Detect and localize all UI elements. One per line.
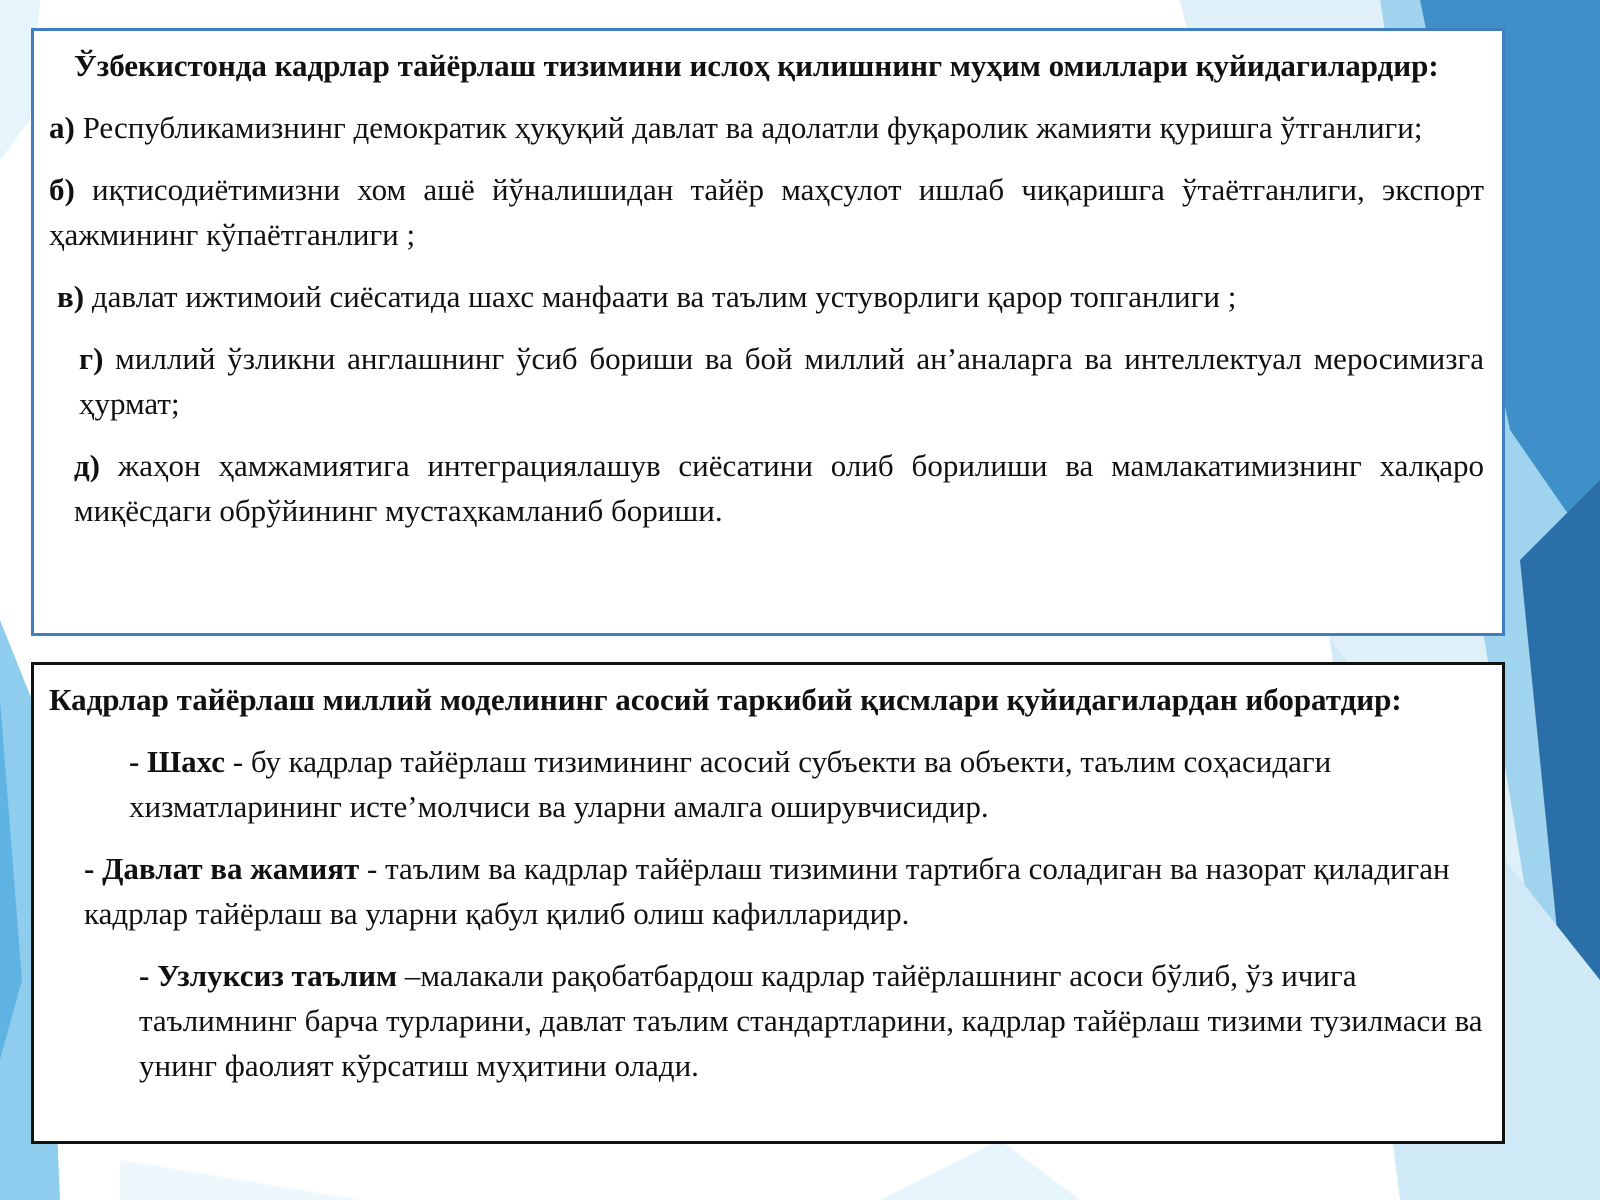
component-item-person: - Шахс - бу кадрлар тайёрлаш тизимининг асосий субъекти ва объекти, таълим соҳасидаги хизматларининг исте’молчиси ва уларни амалга оширувчисидир. [129, 744, 1332, 824]
reform-factors-box [31, 28, 1505, 636]
component-item-state-society: - Давлат ва жамият - таълим ва кадрлар тайёрлаш тизимини тартибга соладиган ва назорат қиладиган кадрлар тайёрлаш ва уларни қабул қилиб олиш кафилларидир. [84, 851, 1450, 931]
model-components-box [31, 662, 1505, 1144]
factors-heading: Ўзбекистонда кадрлар тайёрлаш тизимини ислоҳ қилишнинг муҳим омиллари қуйидагилардир: [74, 48, 1439, 83]
factor-item-b: б) иқтисодиётимизни хом ашё йўналишидан тайёр маҳсулот ишлаб чиқаришга ўтаётганлиги, экспорт ҳажмининг кўпаётганлиги ; [49, 172, 1484, 252]
factor-item-d: д) жаҳон ҳамжамиятига интеграциялашув сиёсатини олиб борилиши ва мамлакатимизнинг халқаро миқёсдаги обрўйининг мустаҳкамланиб бориши. [74, 448, 1484, 528]
factor-item-g: г) миллий ўзликни англашнинг ўсиб бориши ва бой миллий ан’аналарга ва интеллектуал меросимизга ҳурмат; [79, 341, 1484, 421]
factor-item-a: а) Республикамизнинг демократик ҳуқуқий давлат ва адолатли фуқаролик жамияти қуришга ўтганлиги; [49, 110, 1423, 145]
factor-item-v: в) давлат ижтимоий сиёсатида шахс манфаати ва таълим устуворлиги қарор топганлиги ; [57, 279, 1237, 314]
component-item-continuous-education: - Узлуксиз таълим –малакали рақобатбардош кадрлар тайёрлашнинг асоси бўлиб, ўз ичига таълимнинг барча турларини, давлат таълим стандартларини, кадрлар тайёрлаш тизими тузилмаси ва унинг фаолият кўрсатиш муҳитини олади. [139, 958, 1483, 1083]
components-heading: Кадрлар тайёрлаш миллий моделининг асосий таркибий қисмлари қуйидагилардан иборатдир: [49, 682, 1402, 717]
